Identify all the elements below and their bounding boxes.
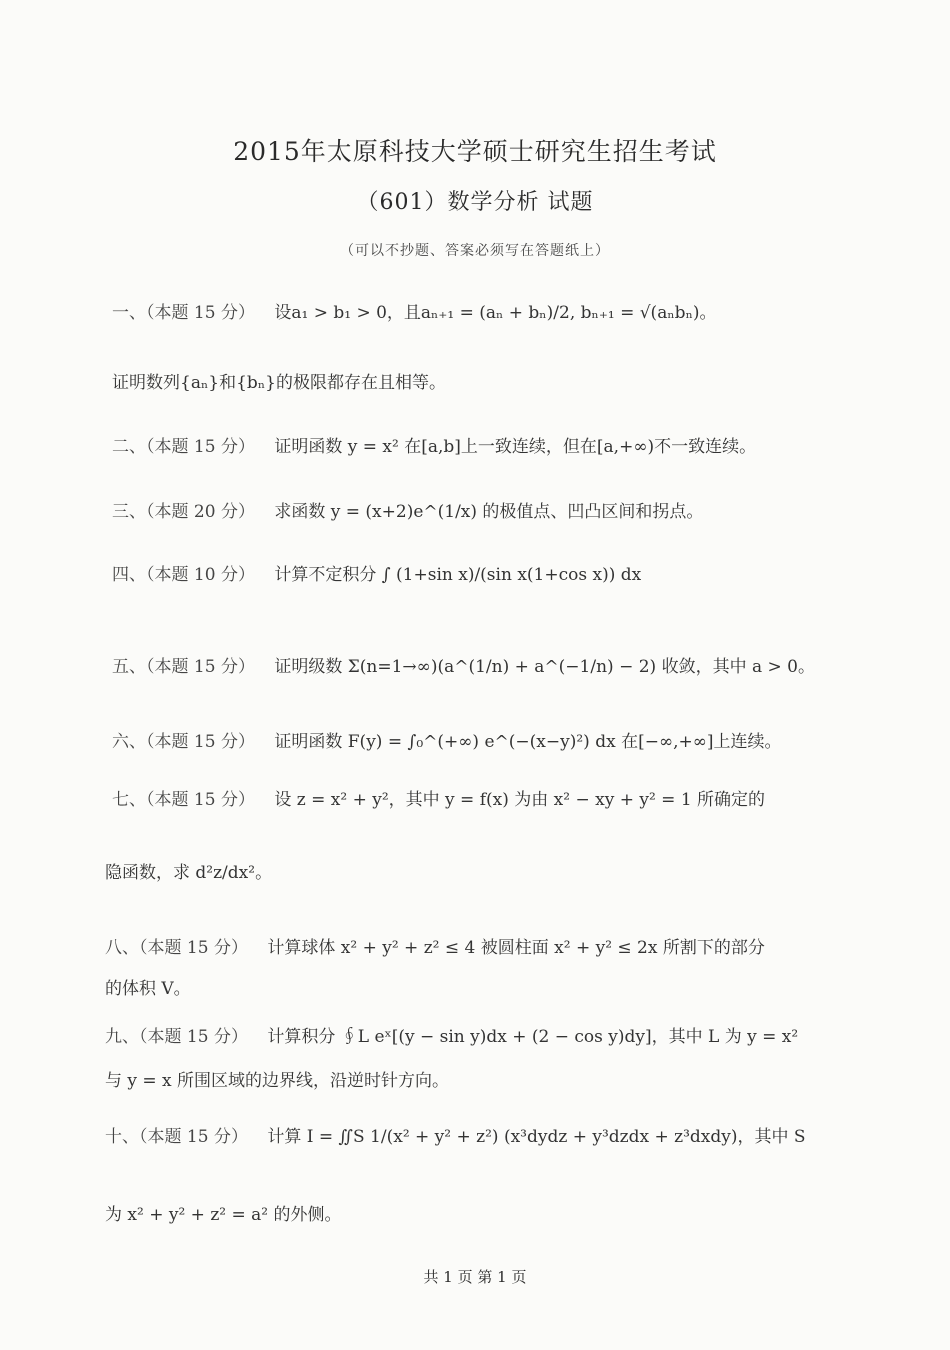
- question-label: 三、（本题 20 分）: [112, 502, 255, 522]
- question-8: [105, 933, 765, 958]
- question-7: [112, 785, 765, 810]
- question-text: 证明级数 Σ(n=1→∞)(a^(1/n) + a^(−1/n) − 2) 收敛，其中 a > 0。: [274, 657, 815, 677]
- question-6: [112, 727, 782, 752]
- question-text: 证明函数 F(y) = ∫₀^(+∞) e^(−(x−y)²) dx 在[−∞,+∞]上连续。: [274, 732, 782, 752]
- instruction-note: （可以不抄题、答案必须写在答题纸上）: [340, 243, 610, 259]
- question-text: 设a₁ > b₁ > 0，且aₙ₊₁ = (aₙ + bₙ)/2, bₙ₊₁ = √(aₙbₙ)。: [274, 303, 717, 323]
- question-5: [112, 652, 815, 677]
- question-8-line-2: 的体积 V。: [105, 979, 191, 999]
- question-label: 八、（本题 15 分）: [105, 938, 248, 958]
- question-2: [112, 432, 756, 457]
- page-subtitle: （601）数学分析 试题: [356, 190, 594, 215]
- question-text: 计算 I = ∬S 1/(x² + y² + z²) (x³dydz + y³dzdx + z³dxdy)，其中 S: [267, 1127, 806, 1147]
- question-label: 四、（本题 10 分）: [112, 565, 255, 585]
- question-label: 五、（本题 15 分）: [112, 657, 255, 677]
- question-label: 一、（本题 15 分）: [112, 303, 255, 323]
- question-label: 六、（本题 15 分）: [112, 732, 255, 752]
- question-text: 求函数 y = (x+2)e^(1/x) 的极值点、凹凸区间和拐点。: [274, 502, 704, 522]
- page-footer: 共 1 页 第 1 页: [423, 1268, 527, 1286]
- question-1-line-2: 证明数列{aₙ}和{bₙ}的极限都存在且相等。: [112, 373, 446, 393]
- question-text: 计算积分 ∮L eˣ[(y − sin y)dx + (2 − cos y)dy]，其中 L 为 y = x²: [267, 1027, 799, 1047]
- question-text: 计算球体 x² + y² + z² ≤ 4 被圆柱面 x² + y² ≤ 2x 所割下的部分: [267, 938, 765, 958]
- page-title: 2015年太原科技大学硕士研究生招生考试: [233, 137, 717, 166]
- question-10-line-2: 为 x² + y² + z² = a² 的外侧。: [105, 1205, 342, 1225]
- question-3: [112, 497, 703, 522]
- question-text: 设 z = x² + y²，其中 y = f(x) 为由 x² − xy + y² = 1 所确定的: [274, 790, 766, 810]
- question-text: 计算不定积分 ∫ (1+sin x)/(sin x(1+cos x)) dx: [274, 565, 642, 585]
- question-label: 十、（本题 15 分）: [105, 1127, 248, 1147]
- question-1: [112, 298, 717, 323]
- question-label: 九、（本题 15 分）: [105, 1027, 248, 1047]
- question-7-line-2: 隐函数，求 d²z/dx²。: [105, 863, 273, 883]
- question-9: [105, 1022, 798, 1047]
- question-10: [105, 1122, 806, 1147]
- question-4: [112, 560, 641, 585]
- question-text: 证明函数 y = x² 在[a,b]上一致连续，但在[a,+∞)不一致连续。: [274, 437, 757, 457]
- question-label: 二、（本题 15 分）: [112, 437, 255, 457]
- question-9-line-2: 与 y = x 所围区域的边界线，沿逆时针方向。: [105, 1071, 450, 1091]
- question-label: 七、（本题 15 分）: [112, 790, 255, 810]
